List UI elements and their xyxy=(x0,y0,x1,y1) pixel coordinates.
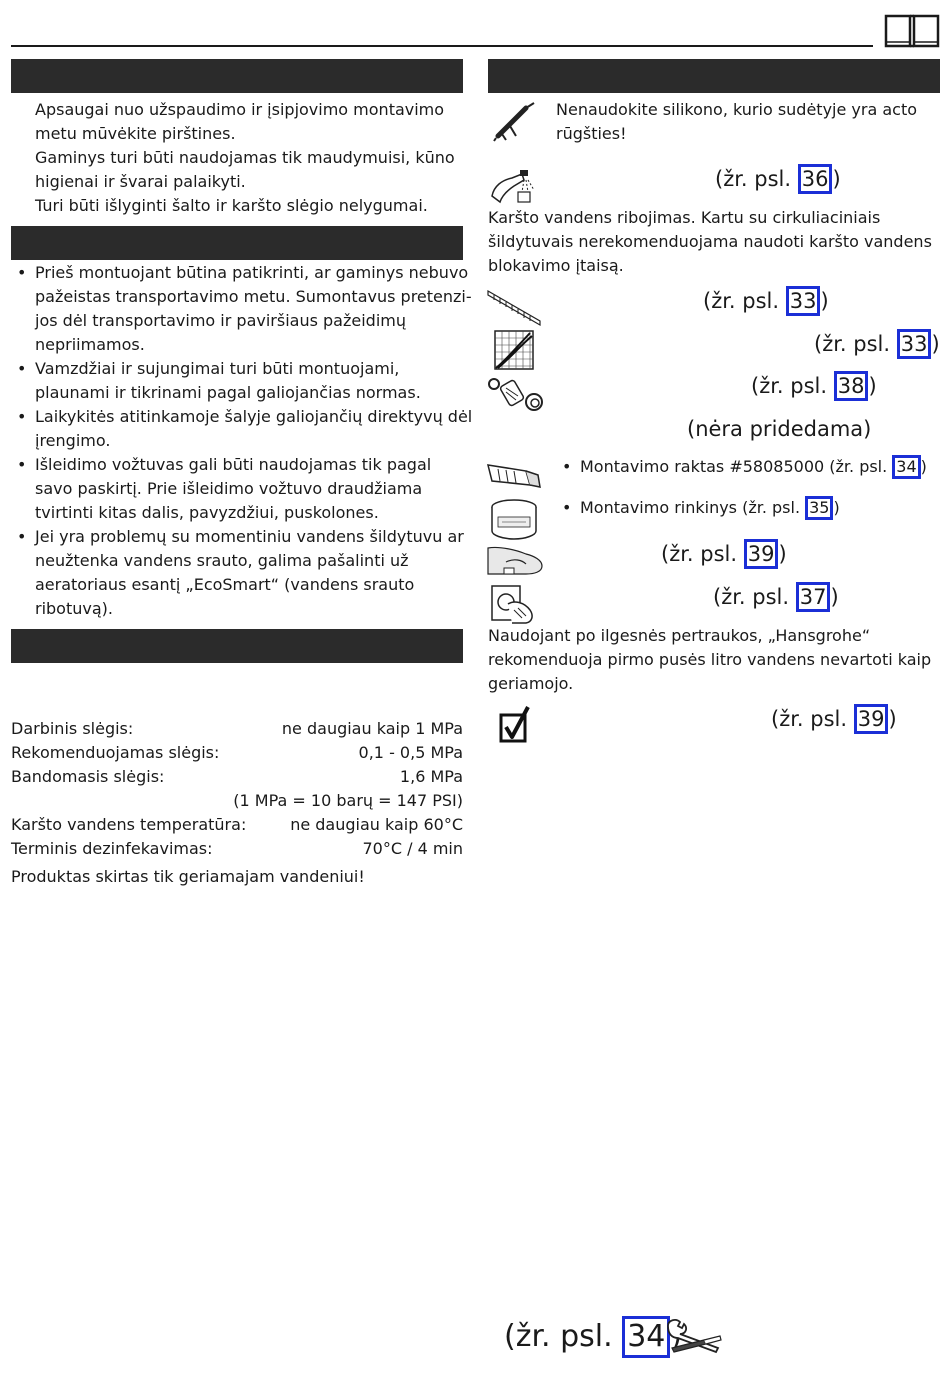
silicone-gun-icon xyxy=(492,100,538,142)
header-rule xyxy=(11,45,873,47)
graph-icon xyxy=(494,330,534,370)
install-line: Išleidimo vožtuvas gali būti naudojamas tik pagal xyxy=(35,455,432,474)
tool-item: Montavimo raktas #58085000 (žr. psl. 34 ) xyxy=(580,455,927,479)
page-link[interactable]: 34 xyxy=(892,455,920,479)
hansgrohe-line: geriamojo. xyxy=(488,674,574,693)
spec-value: ne daugiau kaip 1 MPa xyxy=(281,719,463,738)
hot-water-line: blokavimo įtaisą. xyxy=(488,256,624,275)
grease-tin-icon xyxy=(488,497,540,541)
hand-knob-icon xyxy=(488,582,538,624)
page-ref: (žr. psl. 33 ) xyxy=(703,286,829,316)
install-line: jos dėl transportavimo ir paviršiaus pažeidimų xyxy=(35,311,406,330)
page-ref: (žr. psl. 39 ) xyxy=(771,704,897,734)
spec-label: Karšto vandens temperatūra: xyxy=(11,815,247,834)
install-line: neužtenka vandens srauto, galima pašalinti už xyxy=(35,551,409,570)
install-line: plaunami ir tikrinami pagal galiojančias normas. xyxy=(35,383,421,402)
bullet: • xyxy=(17,263,27,282)
ruler-icon xyxy=(486,287,542,327)
page-ref: (žr. psl. 36 ) xyxy=(715,164,841,194)
section-bar-install xyxy=(11,226,463,260)
spec-label: Darbinis slėgis: xyxy=(11,719,134,738)
install-line: tvirtinti kitas dalis, pavyzdžiui, puskolones. xyxy=(35,503,379,522)
bullet: • xyxy=(17,359,27,378)
bullet: • xyxy=(562,498,572,517)
page-link[interactable]: 38 xyxy=(834,371,869,401)
wrench-screwdriver-icon xyxy=(664,1318,724,1358)
bullet: • xyxy=(562,457,572,476)
not-included: (nėra pridedama) xyxy=(687,417,872,441)
safety-line: Gaminys turi būti naudojamas tik maudymuisi, kūno xyxy=(35,148,455,167)
safety-line: Turi būti išlyginti šalto ir karšto slėgio nelygumai. xyxy=(35,196,428,215)
install-line: aeratoriaus esantį „EcoSmart“ (vandens srauto xyxy=(35,575,415,594)
bullet: • xyxy=(17,455,27,474)
page-ref: (žr. psl. 39 ) xyxy=(661,539,787,569)
install-line: nepriimamos. xyxy=(35,335,145,354)
cartridge-parts-icon xyxy=(486,374,546,414)
page-link[interactable]: 35 xyxy=(805,496,833,520)
spec-value: 1,6 MPa xyxy=(399,767,463,786)
page-link[interactable]: 37 xyxy=(796,582,831,612)
footer-page-link[interactable]: 34 xyxy=(622,1316,670,1358)
safety-line: metu mūvėkite pirštines. xyxy=(35,124,236,143)
key-tool-icon xyxy=(486,455,544,497)
page-link[interactable]: 36 xyxy=(798,164,833,194)
hansgrohe-line: Naudojant po ilgesnės pertraukos, „Hansgrohe“ xyxy=(488,626,871,645)
install-line: savo paskirtį. Prie išleidimo vožtuvo draudžiama xyxy=(35,479,423,498)
checkbox-icon xyxy=(498,705,532,745)
page-link[interactable]: 33 xyxy=(897,329,932,359)
book-icon xyxy=(884,12,940,48)
tool-item: Montavimo rinkinys (žr. psl. 35 ) xyxy=(580,496,840,520)
hand-cleaning-icon xyxy=(486,544,544,578)
hansgrohe-line: rekomenduoja pirmo pusės litro vandens nevartoti kaip xyxy=(488,650,932,669)
safety-line: higienai ir švarai palaikyti. xyxy=(35,172,246,191)
hot-water-line: šildytuvais nerekomenduojama naudoti karšto vandens xyxy=(488,232,932,251)
install-line: Prieš montuojant būtina patikrinti, ar gaminys nebuvo xyxy=(35,263,469,282)
shower-spray-icon xyxy=(488,166,536,206)
silicone-line: Nenaudokite silikono, kurio sudėtyje yra acto xyxy=(556,100,918,119)
spec-label: Terminis dezinfekavimas: xyxy=(11,839,213,858)
spec-value: 70°C / 4 min xyxy=(362,839,463,858)
silicone-line: rūgšties! xyxy=(556,124,627,143)
safety-line: Apsaugai nuo užspaudimo ir įsipjovimo montavimo xyxy=(35,100,445,119)
install-line: Vamzdžiai ir sujungimai turi būti montuojami, xyxy=(35,359,400,378)
bullet: • xyxy=(17,527,27,546)
section-bar-right xyxy=(488,59,940,93)
install-line: Laikykitės atitinkamoje šalyje galiojančių direktyvų dėl xyxy=(35,407,473,426)
page-link[interactable]: 39 xyxy=(744,539,779,569)
bullet: • xyxy=(17,407,27,426)
page-link[interactable]: 33 xyxy=(786,286,821,316)
install-line: ribotuvą). xyxy=(35,599,113,618)
install-line: pažeistas transportavimo metu. Sumontavus pretenzi- xyxy=(35,287,472,306)
install-line: įrengimo. xyxy=(35,431,111,450)
section-bar-specs xyxy=(11,629,463,663)
page-ref: (žr. psl. 38 ) xyxy=(751,371,877,401)
spec-value: (1 MPa = 10 barų = 147 PSI) xyxy=(233,791,463,810)
spec-value: 0,1 - 0,5 MPa xyxy=(358,743,463,762)
section-bar-safety xyxy=(11,59,463,93)
page-ref: (žr. psl. 33 ) xyxy=(814,329,940,359)
spec-value: ne daugiau kaip 60°C xyxy=(290,815,463,834)
hot-water-line: Karšto vandens ribojimas. Kartu su cirkuliaciniais xyxy=(488,208,881,227)
spec-label: Rekomenduojamas slėgis: xyxy=(11,743,220,762)
spec-label: Bandomasis slėgis: xyxy=(11,767,165,786)
page-link[interactable]: 39 xyxy=(854,704,889,734)
footer-page-ref: (žr. psl. 34 xyxy=(504,1316,682,1358)
install-line: Jei yra problemų su momentiniu vandens šildytuvu ar xyxy=(35,527,464,546)
drinking-note: Produktas skirtas tik geriamajam vandeniui! xyxy=(11,867,365,886)
page-ref: (žr. psl. 37 ) xyxy=(713,582,839,612)
